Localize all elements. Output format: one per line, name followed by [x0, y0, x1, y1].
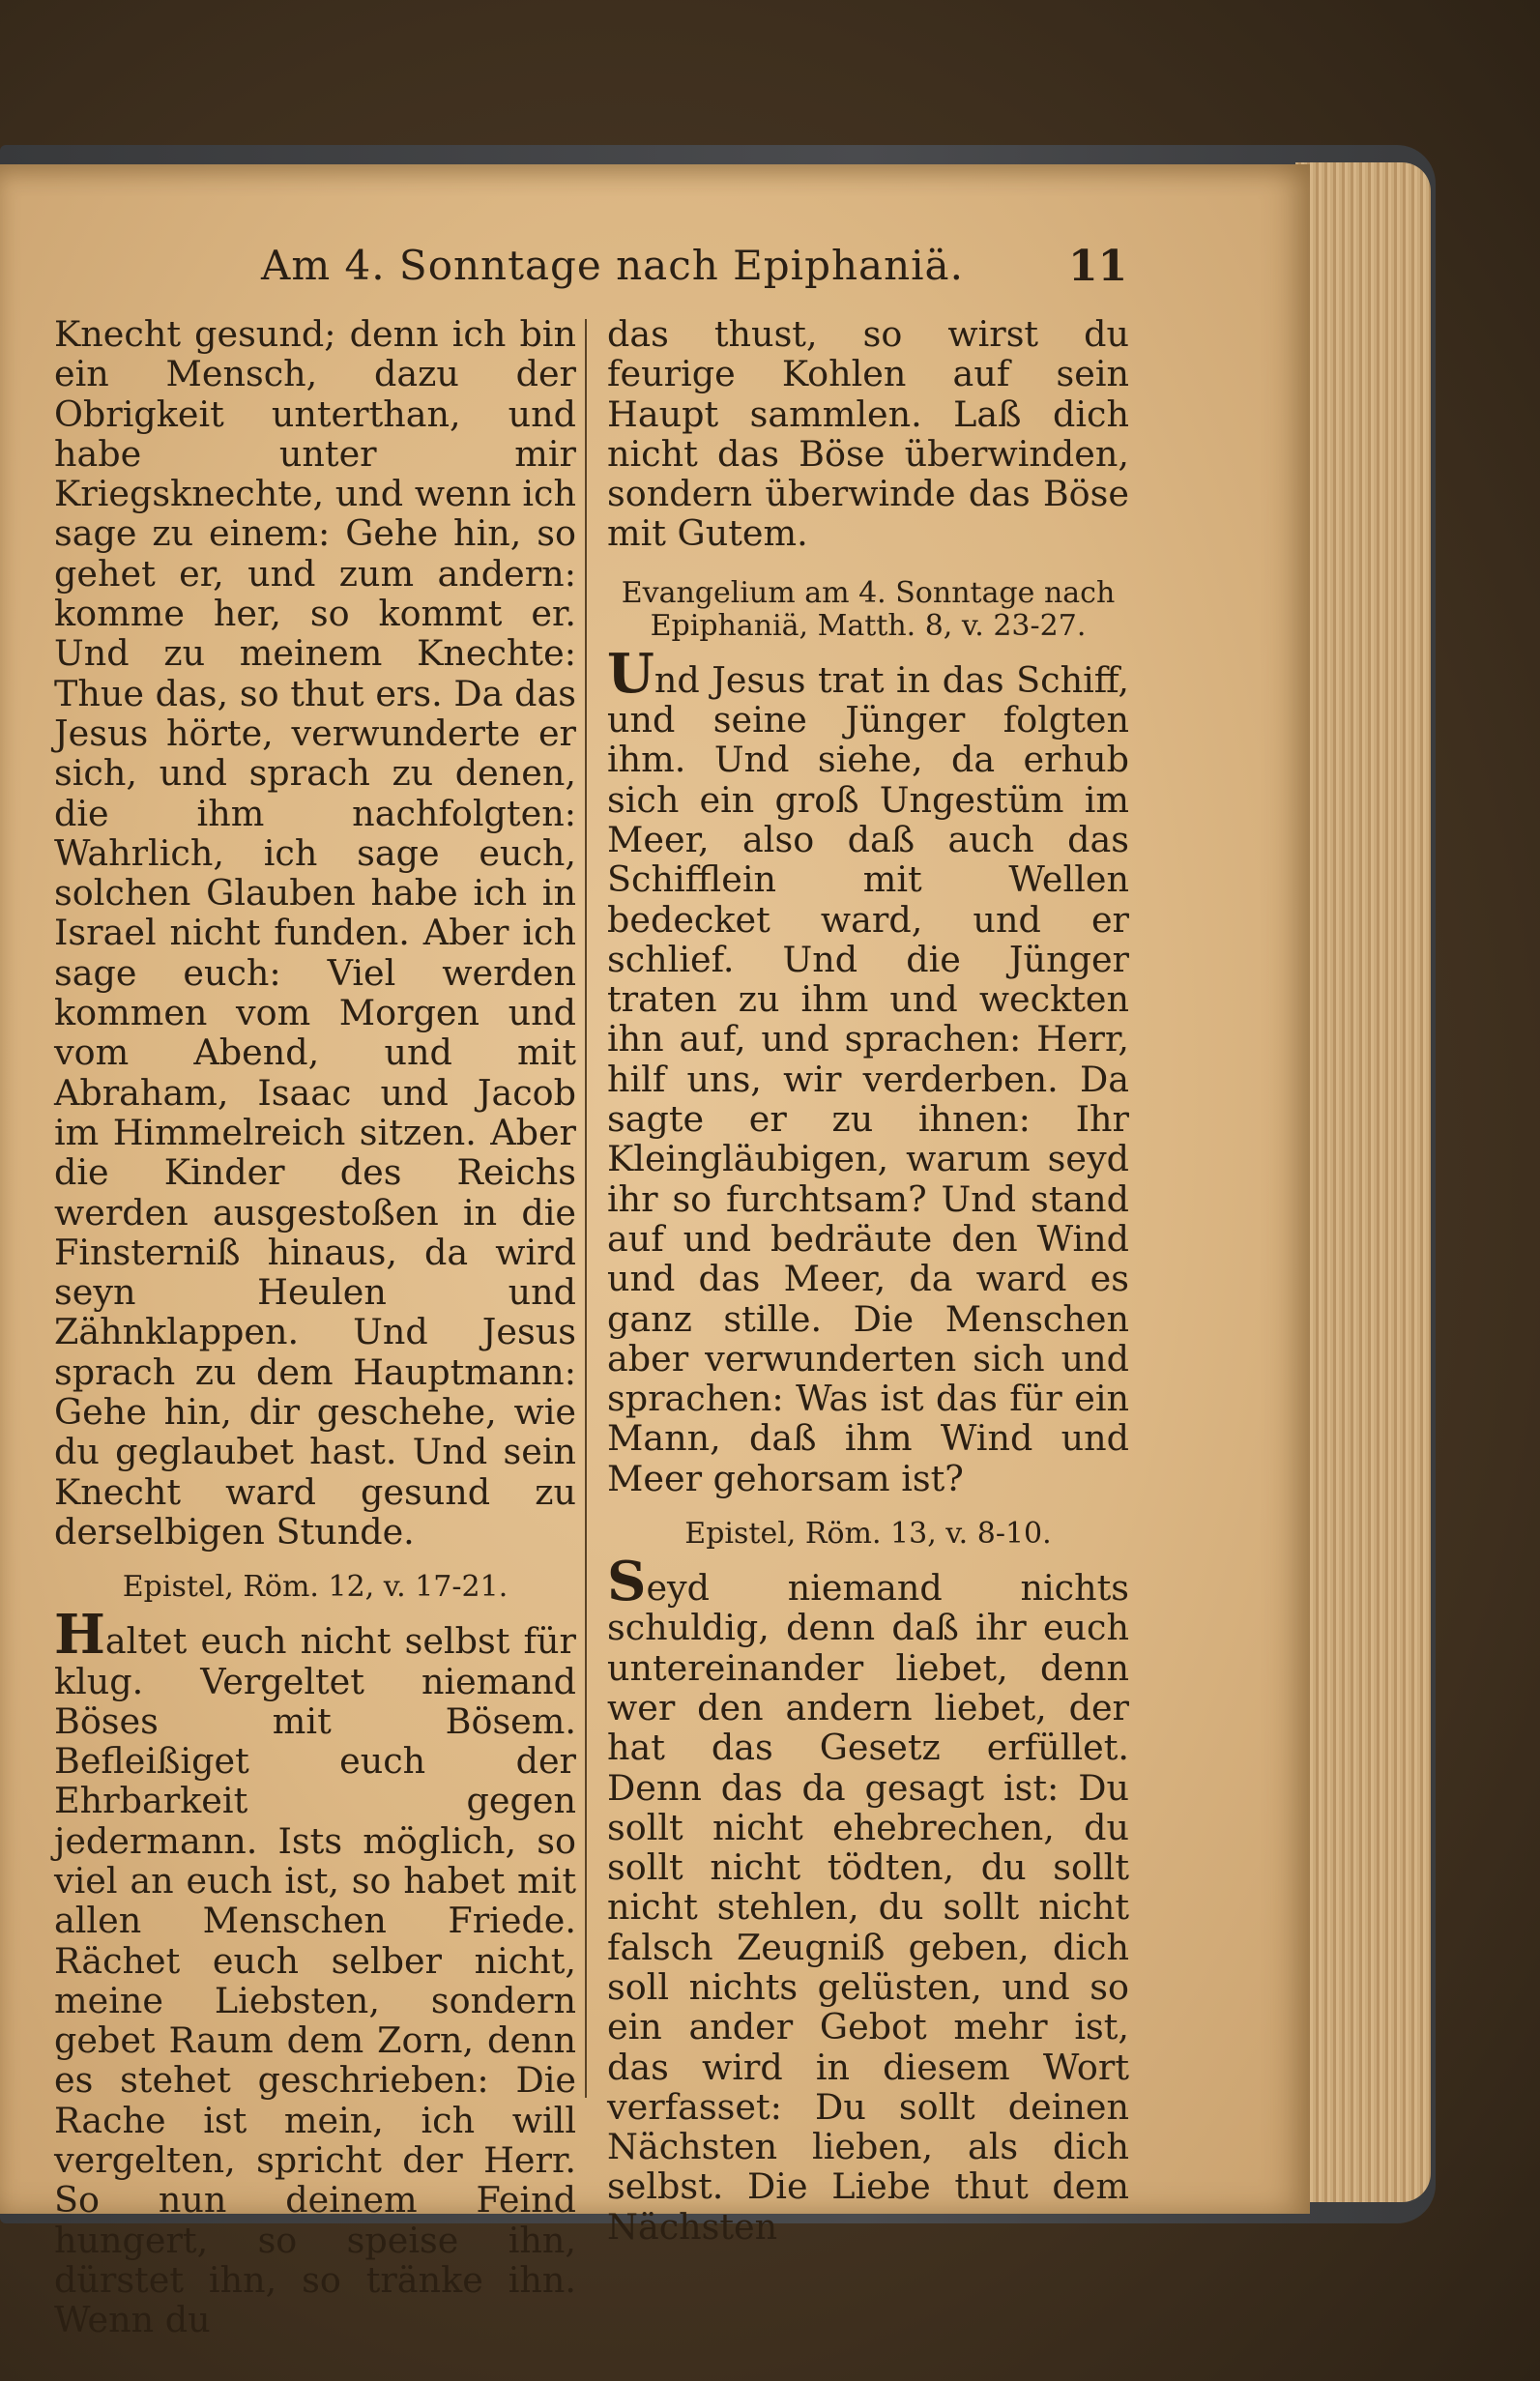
gospel-heading: Evangelium am 4. Sonntage nach Epiphaniä, Matth. 8, v. 23-27. — [621, 575, 1116, 643]
drop-initial: H — [54, 1603, 105, 1668]
epistle-heading: Epistel, Röm. 13, v. 8-10. — [684, 1517, 1052, 1552]
column-divider — [585, 319, 587, 2098]
left-column — [54, 314, 576, 2340]
epistle-text: eyd niemand nichts schuldig, denn daß ihr euch untereinander liebet, denn wer den andern liebet, der hat das Gesetz erfüllet. Denn das da gesagt ist: Du sollt nicht ehebrechen, du sollt nicht tödten, du sollt nicht stehlen, du sollt nicht falsch Zeugniß geben, dich soll nichts gelüsten, und so ein ander Gebot mehr ist, das wird in diesem Wort verfasset: Du sollt deinen Nächsten lieben, als dich selbst. Die Liebe thut dem Nächsten — [607, 1567, 1129, 2248]
right-column — [607, 314, 1129, 2247]
drop-initial: S — [607, 1550, 647, 1614]
gospel-continuation: Knecht gesund; denn ich bin ein Mensch, dazu der Obrigkeit unterthan, und habe unter mir Kriegsknechte, und wenn ich sage zu einem: Gehe hin, so gehet er, und zum andern: komme her, so kommt er. Und zu meinem Knechte: Thue das, so thut ers. Da das Jesus hörte, verwunderte er sich, und sprach zu denen, die ihm nachfolgten: Wahrlich, ich sage euch, solchen Glauben habe ich in Israel nicht funden. Aber ich sage euch: Viel werden kommen vom Morgen und vom Abend, und mit Abraham, Isaac und Jacob im Himmelreich sitzen. Aber die Kinder des Reichs werden ausgestoßen in die Finsterniß hinaus, da wird seyn Heulen und Zähnklappen. Und Jesus sprach zu dem Hauptmann: Gehe hin, dir geschehe, wie du geglaubet hast. Und sein Knecht ward gesund zu derselbigen Stunde. — [54, 313, 576, 1553]
page-number: 11 — [1068, 242, 1128, 291]
page-header — [0, 242, 1141, 309]
running-title: Am 4. Sonntage nach Epiphaniä. — [261, 242, 964, 289]
drop-initial: U — [607, 641, 654, 706]
epistle-text-block — [607, 1550, 1129, 2248]
gospel-text: nd Jesus trat in das Schiff, und seine Jünger folgten ihm. Und siehe, da erhub sich ein groß Ungestüm im Meer, also daß auch das Schifflein mit Wellen bedecket ward, und er schlief. Und die Jünger traten zu ihm und weckten ihn auf, und sprachen: Herr, hilf uns, wir verderben. Da sagte er zu ihnen: Ihr Kleingläubigen, warum seyd ihr so furchtsam? Und stand auf und bedräute den Wind und das Meer, da ward es ganz stille. Die Menschen aber verwunderten sich und sprachen: Was ist das für ein Mann, daß ihm Wind und Meer gehorsam ist? — [607, 658, 1129, 1499]
page-edges — [1295, 162, 1431, 2202]
gospel-text-block — [607, 641, 1129, 1499]
epistle-text: altet euch nicht selbst für klug. Vergeltet niemand Böses mit Bösem. Befleißiget euch der Ehrbarkeit gegen jedermann. Ists möglich, so viel an euch ist, so habet mit allen Menschen Friede. Rächet euch selber nicht, meine Liebsten, sondern gebet Raum dem Zorn, denn es stehet geschrieben: Die Rache ist mein, ich will vergelten, spricht der Herr. So nun deinem Feind hungert, so speise ihn, dürstet ihn, so tränke ihn. Wenn du — [54, 1620, 576, 2341]
epistle-continuation: das thust, so wirst du feurige Kohlen auf sein Haupt sammlen. Laß dich nicht das Böse überwinden, sondern überwinde das Böse mit Gutem. — [607, 313, 1129, 555]
epistle-text-block — [54, 1603, 576, 2341]
epistle-heading: Epistel, Röm. 12, v. 17-21. — [122, 1570, 508, 1605]
